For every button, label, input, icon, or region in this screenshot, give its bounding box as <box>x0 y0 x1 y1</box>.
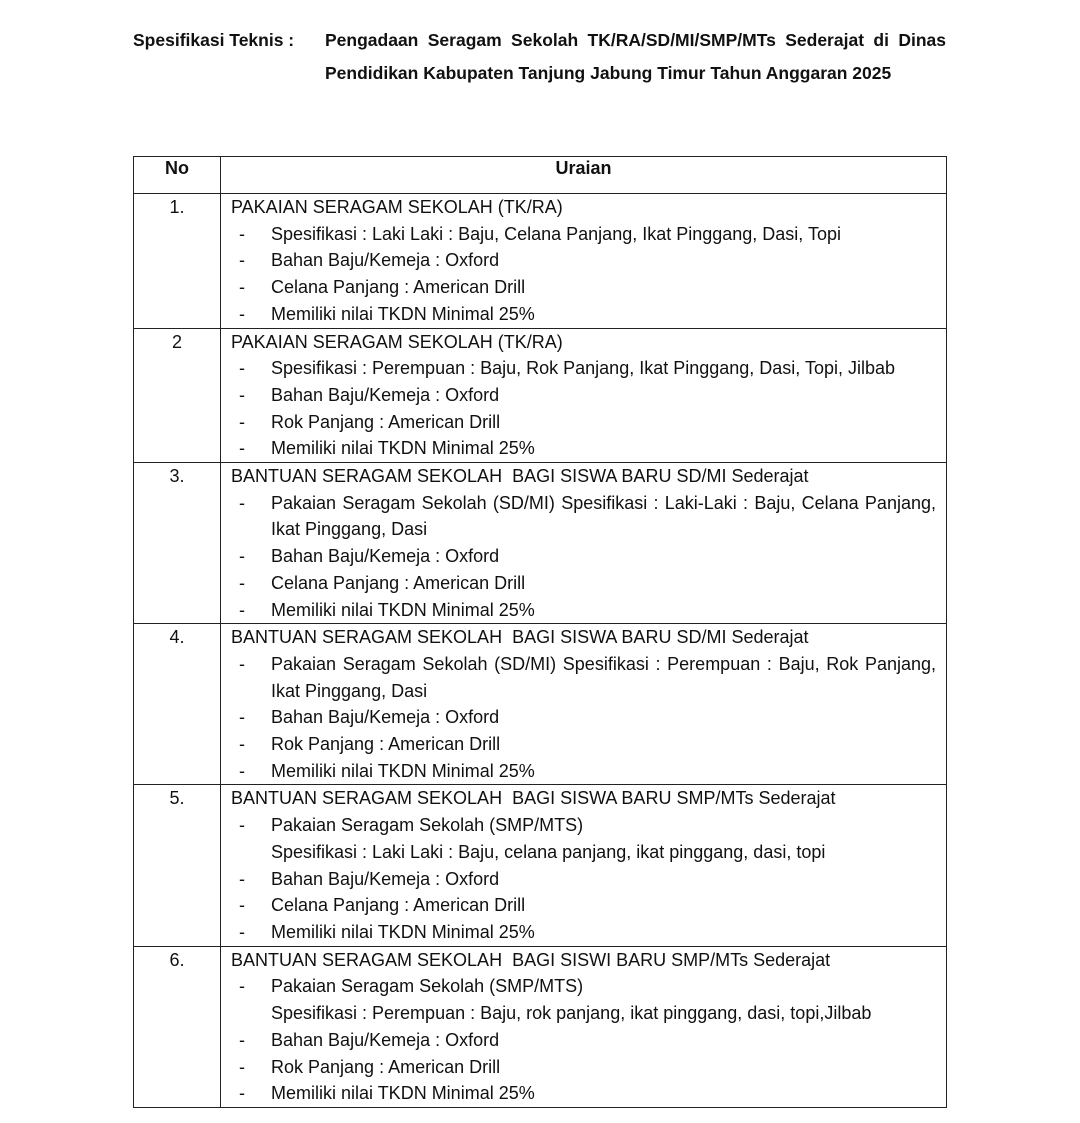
dash-bullet: - <box>239 546 245 567</box>
dash-bullet: - <box>239 277 245 298</box>
list-item <box>231 382 936 409</box>
item-text: Bahan Baju/Kemeja : Oxford <box>271 250 500 271</box>
title-text: Pengadaan Seragam Sekolah TK/RA/SD/MI/SMP/MTs Sederajat di Dinas Pendidikan Kabupaten Tanjung Jabung Timur Tahun Anggaran 2025 <box>325 30 946 83</box>
item-text: Memiliki nilai TKDN Minimal 25% <box>271 760 535 781</box>
spec-table <box>133 156 947 1108</box>
table-row <box>134 946 947 1107</box>
dash-bullet: - <box>239 976 245 997</box>
row-heading: PAKAIAN SERAGAM SEKOLAH (TK/RA) <box>231 197 563 217</box>
item-text: Memiliki nilai TKDN Minimal 25% <box>271 1083 535 1104</box>
list-item <box>231 812 936 839</box>
list-item <box>231 435 936 462</box>
table-row <box>134 463 947 624</box>
row-number: 2 <box>134 328 221 463</box>
list-item <box>231 597 936 624</box>
dash-bullet: - <box>239 599 245 620</box>
table-row <box>134 328 947 463</box>
item-text: Pakaian Seragam Sekolah (SMP/MTS) <box>271 815 584 836</box>
dash-bullet: - <box>239 1083 245 1104</box>
list-item <box>231 355 936 382</box>
dash-bullet: - <box>239 815 245 836</box>
list-item <box>231 973 936 1000</box>
item-text: Memiliki nilai TKDN Minimal 25% <box>271 438 535 459</box>
row-description <box>221 624 947 785</box>
list-item <box>231 247 936 274</box>
list-item <box>231 301 936 328</box>
row-description <box>221 328 947 463</box>
list-item <box>231 731 936 758</box>
dash-bullet: - <box>239 438 245 459</box>
list-item <box>231 543 936 570</box>
dash-bullet: - <box>239 1029 245 1050</box>
dash-bullet: - <box>239 411 245 432</box>
row-description <box>221 946 947 1107</box>
list-item <box>231 892 936 919</box>
dash-bullet: - <box>239 707 245 728</box>
item-text: Celana Panjang : American Drill <box>271 895 526 916</box>
item-text: Bahan Baju/Kemeja : Oxford <box>271 384 500 405</box>
item-text: Rok Panjang : American Drill <box>271 734 501 755</box>
list-item <box>231 704 936 731</box>
table-row <box>134 194 947 329</box>
header-no: No <box>134 157 221 194</box>
list-item <box>231 651 936 704</box>
row-description <box>221 463 947 624</box>
list-item <box>231 274 936 301</box>
dash-bullet: - <box>239 1056 245 1077</box>
item-text: Memiliki nilai TKDN Minimal 25% <box>271 921 535 942</box>
dash-bullet: - <box>239 760 245 781</box>
document-title <box>133 24 946 90</box>
row-number: 6. <box>134 946 221 1107</box>
list-item <box>231 758 936 785</box>
item-text: Celana Panjang : American Drill <box>271 572 526 593</box>
list-item <box>231 409 936 436</box>
row-description <box>221 785 947 946</box>
dash-bullet: - <box>239 303 245 324</box>
item-subtext: Spesifikasi : Laki Laki : Baju, celana panjang, ikat pinggang, dasi, topi <box>271 841 826 862</box>
item-text: Pakaian Seragam Sekolah (SD/MI) Spesifikasi : Perempuan : Baju, Rok Panjang, Ikat Pinggang, Dasi <box>271 653 936 701</box>
item-text: Rok Panjang : American Drill <box>271 411 501 432</box>
dash-bullet: - <box>239 358 245 379</box>
table-row <box>134 624 947 785</box>
item-text: Memiliki nilai TKDN Minimal 25% <box>271 599 535 620</box>
list-item <box>231 1054 936 1081</box>
item-text: Pakaian Seragam Sekolah (SMP/MTS) <box>271 976 584 997</box>
dash-bullet: - <box>239 223 245 244</box>
item-text: Spesifikasi : Laki Laki : Baju, Celana Panjang, Ikat Pinggang, Dasi, Topi <box>271 223 842 244</box>
row-number: 3. <box>134 463 221 624</box>
dash-bullet: - <box>239 734 245 755</box>
row-number: 1. <box>134 194 221 329</box>
dash-bullet: - <box>239 895 245 916</box>
table-row <box>134 785 947 946</box>
row-number: 4. <box>134 624 221 785</box>
dash-bullet: - <box>239 572 245 593</box>
item-text: Bahan Baju/Kemeja : Oxford <box>271 1029 500 1050</box>
list-item <box>231 490 936 543</box>
list-item <box>231 866 936 893</box>
dash-bullet: - <box>239 250 245 271</box>
item-text: Celana Panjang : American Drill <box>271 277 526 298</box>
item-text: Pakaian Seragam Sekolah (SD/MI) Spesifikasi : Laki-Laki : Baju, Celana Panjang, Ikat Pinggang, Dasi <box>271 492 936 540</box>
table-header <box>134 157 947 194</box>
list-item <box>231 221 936 248</box>
list-item <box>231 919 936 946</box>
title-label: Spesifikasi Teknis : <box>133 30 295 50</box>
row-heading: PAKAIAN SERAGAM SEKOLAH (TK/RA) <box>231 331 563 352</box>
item-text: Memiliki nilai TKDN Minimal 25% <box>271 303 535 324</box>
header-uraian: Uraian <box>221 157 947 194</box>
item-text: Rok Panjang : American Drill <box>271 1056 501 1077</box>
dash-bullet: - <box>239 384 245 405</box>
row-heading: BANTUAN SERAGAM SEKOLAH BAGI SISWA BARU SD/MI Sederajat <box>231 627 809 648</box>
item-text: Bahan Baju/Kemeja : Oxford <box>271 868 500 889</box>
list-item <box>231 1080 936 1107</box>
row-number: 5. <box>134 785 221 946</box>
row-heading: BANTUAN SERAGAM SEKOLAH BAGI SISWA BARU SMP/MTs Sederajat <box>231 788 836 809</box>
item-text: Bahan Baju/Kemeja : Oxford <box>271 707 500 728</box>
row-description <box>221 194 947 329</box>
dash-bullet: - <box>239 868 245 889</box>
dash-bullet: - <box>239 492 245 513</box>
row-heading: BANTUAN SERAGAM SEKOLAH BAGI SISWI BARU SMP/MTs Sederajat <box>231 949 831 970</box>
row-heading: BANTUAN SERAGAM SEKOLAH BAGI SISWA BARU SD/MI Sederajat <box>231 466 809 487</box>
list-item <box>231 1027 936 1054</box>
dash-bullet: - <box>239 921 245 942</box>
list-item <box>231 570 936 597</box>
item-subtext: Spesifikasi : Perempuan : Baju, rok panjang, ikat pinggang, dasi, topi,Jilbab <box>271 1003 872 1024</box>
item-text: Bahan Baju/Kemeja : Oxford <box>271 546 500 567</box>
item-text: Spesifikasi : Perempuan : Baju, Rok Panjang, Ikat Pinggang, Dasi, Topi, Jilbab <box>271 358 896 379</box>
dash-bullet: - <box>239 653 245 674</box>
